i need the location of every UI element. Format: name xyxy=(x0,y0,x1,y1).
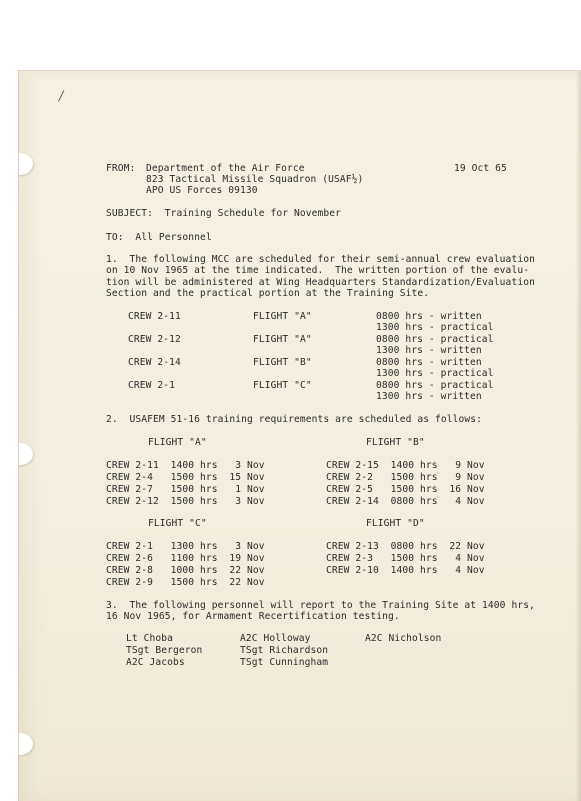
personnel-name: TSgt Richardson xyxy=(240,645,329,656)
personnel-name: A2C Nicholson xyxy=(365,633,442,644)
personnel-name: TSgt Bergeron xyxy=(126,645,203,656)
flight-row: CREW 2-1 1300 hrs 3 Nov xyxy=(106,541,265,552)
eval-time: 0800 hrs - written xyxy=(376,311,482,322)
eval-time: 1300 hrs - written xyxy=(376,345,482,356)
eval-time: 0800 hrs - written xyxy=(376,357,482,368)
flight-title: FLIGHT "A" xyxy=(148,437,207,448)
eval-time: 1300 hrs - practical xyxy=(376,368,494,379)
flight-row: CREW 2-15 1400 hrs 9 Nov xyxy=(326,460,485,471)
eval-time: 0800 hrs - practical xyxy=(376,334,494,345)
memo-date: 19 Oct 65 xyxy=(454,163,507,174)
eval-crew: CREW 2-14 xyxy=(128,357,181,368)
para3-line-2: 16 Nov 1965, for Armament Recertification testing. xyxy=(106,611,400,622)
flight-title: FLIGHT "B" xyxy=(366,437,425,448)
from-label: FROM: xyxy=(106,163,136,174)
flight-title: FLIGHT "D" xyxy=(366,518,425,529)
from-line-3: APO US Forces 09130 xyxy=(146,185,258,196)
flight-row: CREW 2-10 1400 hrs 4 Nov xyxy=(326,565,485,576)
personnel-name: A2C Holloway xyxy=(240,633,311,644)
page-edge-shadow xyxy=(576,71,581,801)
para1-line-2: on 10 Nov 1965 at the time indicated. The written portion of the evalu- xyxy=(106,265,530,276)
eval-crew: CREW 2-1 xyxy=(128,380,176,391)
para1-line-3: tion will be administered at Wing Headquarters Standardization/Evaluation xyxy=(106,277,535,288)
para1-line-4: Section and the practical portion at the Training Site. xyxy=(106,288,430,299)
eval-flight: FLIGHT "A" xyxy=(253,311,312,322)
to-line: TO: All Personnel xyxy=(106,232,212,243)
flight-row: CREW 2-4 1500 hrs 15 Nov xyxy=(106,472,265,483)
eval-flight: FLIGHT "B" xyxy=(253,357,312,368)
eval-time: 1300 hrs - practical xyxy=(376,322,494,333)
flight-row: CREW 2-14 0800 hrs 4 Nov xyxy=(326,496,485,507)
flight-row: CREW 2-9 1500 hrs 22 Nov xyxy=(106,577,265,588)
flight-row: CREW 2-6 1100 hrs 19 Nov xyxy=(106,553,265,564)
eval-flight: FLIGHT "C" xyxy=(253,380,312,391)
eval-time: 0800 hrs - practical xyxy=(376,380,494,391)
flight-row: CREW 2-3 1500 hrs 4 Nov xyxy=(326,553,485,564)
para1-line-1: 1. The following MCC are scheduled for their semi-annual crew evaluation xyxy=(106,254,535,265)
personnel-name: TSgt Cunningham xyxy=(240,657,329,668)
flight-row: CREW 2-11 1400 hrs 3 Nov xyxy=(106,460,265,471)
eval-flight: FLIGHT "A" xyxy=(253,334,312,345)
eval-crew: CREW 2-12 xyxy=(128,334,181,345)
flight-row: CREW 2-2 1500 hrs 9 Nov xyxy=(326,472,485,483)
subject-line: SUBJECT: Training Schedule for November xyxy=(106,208,342,219)
flight-row: CREW 2-7 1500 hrs 1 Nov xyxy=(106,484,265,495)
punch-hole-top xyxy=(18,153,33,175)
punch-hole-bottom xyxy=(18,733,33,755)
personnel-name: Lt Choba xyxy=(126,633,174,644)
eval-crew: CREW 2-11 xyxy=(128,311,181,322)
handwritten-mark: / xyxy=(59,89,64,104)
personnel-name: A2C Jacobs xyxy=(126,657,185,668)
para2-line: 2. USAFEM 51-16 training requirements are scheduled as follows: xyxy=(106,414,483,425)
flight-title: FLIGHT "C" xyxy=(148,518,207,529)
from-line-1: Department of the Air Force xyxy=(146,163,305,174)
para3-line-1: 3. The following personnel will report to the Training Site at 1400 hrs, xyxy=(106,600,535,611)
flight-row: CREW 2-12 1500 hrs 3 Nov xyxy=(106,496,265,507)
flight-row: CREW 2-8 1000 hrs 22 Nov xyxy=(106,565,265,576)
flight-row: CREW 2-13 0800 hrs 22 Nov xyxy=(326,541,485,552)
eval-time: 1300 hrs - written xyxy=(376,391,482,402)
from-line-2: 823 Tactical Missile Squadron (USAF½) xyxy=(146,174,364,185)
punch-hole-middle xyxy=(18,443,33,465)
flight-row: CREW 2-5 1500 hrs 16 Nov xyxy=(326,484,485,495)
